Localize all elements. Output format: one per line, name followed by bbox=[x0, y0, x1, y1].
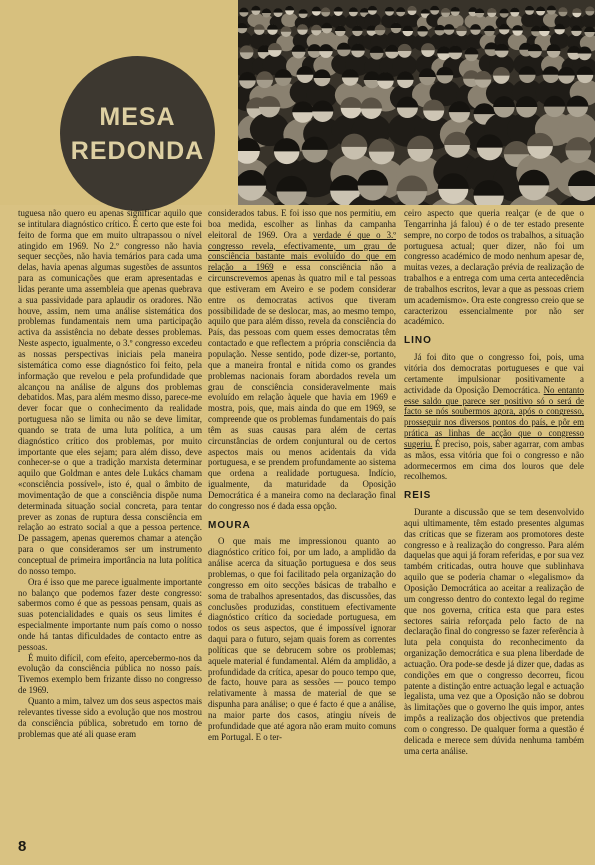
text-run: e essa consciência não a circunscrevemos apenas às quatro mil e tal pessoas que estiveram em Aveiro e se podem considerar entre os democratas activos que tiveram possibilidade de se deslocar, mas, ao mesmo tempo, aquilo que para além disso, revela da consciência do País, das pessoas com quem esses democratas têm contactado e que reflectem a própria consciência da população. Nesse sentido, pode dizer-se, portanto, que a maneira frontal e nítida como os grandes problemas nacionais foram abordados revela um grau de consciência consideravelmente mais evoluído em relação àquele que havia em 1969 e mostra, pois, que, mais ainda do que em 1969, se compreende que os problemas fundamentais do país têm as suas causas para além de certas circunstâncias de ordem conjuntural ou de certos aspectos mais ou menos acidentais da vida portuguesa, e se prendem profundamente ao sistema que ordena a realidade portuguesa. Indício, igualmente, da maturidade da Oposição Democrática é a maneira como na declaração final do congresso nos é dada essa opção. bbox=[208, 262, 396, 511]
text-run: É preciso, pois, saber agarrar, com ambas as mãos, essa vitória que foi o congresso e não adormecermos em cima dos louros que dele recolhemos. bbox=[404, 438, 584, 482]
mesa-redonda-badge bbox=[60, 56, 215, 211]
paragraph: tuguesa não quero eu apenas significar aquilo que se intitulara diagnóstico crítico. É certo que este foi feito de forma que em muito ultrapassou o nível atingido em 1969. No 2.º congresso não havia sequer secções, não havia temários para cada uma delas, havia apenas algumas sugestões de assuntos para as comunicações que eram apresentadas e lidas perante uma assembleia que apenas quebrava a sua passividade para aplaudir os oradores. Não houve, assim, nem uma análise sistemática dos problemas fundamentais nem uma participação activa da assistência no debate desses problemas. Neste aspecto, igualmente, o 3.º congresso excedeu as nossas perspectivas iniciais pela maneira sistemática como esse diagnóstico foi feito, pela informação que revelou e pela profundidade que alcançou na análise de alguns dos problemas debatidos. Mas, para além mesmo disso, parece-me dever focar que o conhecimento da realidade portuguesa não se limita ou não se deve limitar, quando se trata de uma luta política, a um diagnóstico crítico dos problemas, por muito importante que eles sejam; para além disso, deve conhecer-se o que a tradição marxista determinar aquilo que Goldman e antes dele Lukács chamam «consciência possível», isto é, qual o âmbito de movimentação de que a consciência dispõe numa determinada situação social concreta, para tentar prever as zonas de ruptura dessa consciência em relação ao estrato social a que a pessoa pertence. De passagem, apenas queremos chamar a atenção para o que consideramos ser um instrumento conceptual de primeira importância na luta política do nosso tempo. bbox=[18, 208, 202, 576]
paragraph: Ora é isso que me parece igualmente importante no balanço que podemos fazer deste congresso: sabermos como é que as pessoas pensam, quais as suas potencialidades e quais os seus limites é especialmente importante num país como o nosso onde há tantas dificuldades de contacto entre as pessoas. bbox=[18, 576, 202, 652]
paragraph: O que mais me impressionou quanto ao diagnóstico crítico foi, por um lado, a amplidão da análise acerca da situação portuguesa e dos seus problemas, o que foi facilitado pela organização do congresso em oito secções básicas de trabalho e soma de trabalhos apresentados, das discussões, das conclusões produzidas, constituem efectivamente diagnóstico crítico da sociedade portuguesa, em todos os seus aspectos, que é impossível ignorar daqui para o futuro, sejam quais forem as correntes políticas que se debrucem sobre os problemas; aquele material é fundamental. Além da amplidão, a profundidade da crítica, apesar do pouco tempo que, de facto, houve para as sessões — pouco tempo relativamente à massa de material de que se dispunha para análise; o que é facto é que a análise, na maior parte dos casos, atingiu níveis de profundidade que até agora não eram muito comuns em Portugal. E o ter- bbox=[208, 536, 396, 742]
text-column-3 bbox=[404, 208, 584, 757]
text-run: considerados tabus. E foi isso que nos permitiu, em boa medida, escolher as linhas da campanha eleitoral de 1969. Ora a bbox=[208, 208, 396, 240]
crowd-photo bbox=[238, 0, 595, 205]
section-heading-moura: MOURA bbox=[208, 519, 251, 531]
text-run: Já foi dito que o congresso foi, pois, uma vitória dos democratas portugueses e que vai certamente impulsionar positivamente a actividade da Oposição Democrática. bbox=[404, 352, 584, 395]
paragraph bbox=[208, 208, 396, 512]
badge-title-line2: REDONDA bbox=[70, 136, 205, 165]
page-number: 8 bbox=[18, 838, 27, 855]
text-column-1 bbox=[18, 208, 202, 739]
paragraph bbox=[404, 352, 584, 482]
paragraph: Durante a discussão que se tem desenvolvido aqui ultimamente, têm estado presentes algumas das críticas que se fizeram aos promotores deste congresso e à realização do congresso. Para além daquelas que aqui já foram referidas, e por sua vez também criticadas, outra houve que sublinhava aquilo que se poderia chamar o «legalismo» da Oposição Democrática ao aceitar a realização de um congresso dentro do contexto legal do regime que nos governa, crítica esta que para estes sectores sairia reforçada pelo facto de na declaração final do congresso se fazer referência à luta pela conquista do reconhecimento da organização democrática e sua plena liberdade de actuação. Ora pode-se desde já dizer que, dadas as condições em que o congresso decorreu, ficou patente a distinção entre actuação legal e actuação legalista, uma vez que a Oposição não se dobrou às limitações que o governo lhe quis impor, antes impôs a realização dos objectivos que pretendia com o congresso. De qualquer forma a questão é delicada e merece sem dúvida nenhuma também uma certa análise. bbox=[404, 507, 584, 756]
paragraph: É muito difícil, com efeito, apercebermo-nos da evolução da consciência pública no nosso país. Tivemos exemplo bem frizante disso no congresso de 1969. bbox=[18, 652, 202, 696]
paragraph: Quanto a mim, talvez um dos seus aspectos mais relevantes tivesse sido a evolução que nos mostrou da consciência pública, sobretudo em torno de problemas que até ali quase eram bbox=[18, 695, 202, 739]
section-heading-reis: REIS bbox=[404, 490, 432, 502]
badge-title-line1: MESA bbox=[99, 102, 176, 131]
paragraph: ceiro aspecto que queria realçar (e de que o Tengarrinha já falou) é o de ter estado presente sempre, no corpo de todos os trabalhos, a situação portuguesa actual; quer dizer, não foi um congresso académico de modo nenhum apesar de, muitas vezes, a declaração prévia de realização de trabalhos e a entrega com uma certa antecedência de trabalhos escritos, levar a que as pessoas criem um academismo». Ora este congresso creio que se caracterizou essencialmente por não ser académico. bbox=[404, 208, 584, 327]
crowd-photo-icon bbox=[238, 0, 595, 205]
section-heading-lino: LINO bbox=[404, 335, 432, 347]
underlined-passage: No entanto esse saldo que parece ser positivo só o será de facto se nós soubermos agora, após o congresso, prosseguir nos diversos pontos do país, e pôr em prática as linhas de acção que o congresso sugeriu. bbox=[404, 384, 584, 449]
text-column-2 bbox=[208, 208, 396, 743]
underlined-passage: verdade é que o 3.º congresso revela, efectivamente, um grau de consciência bastante mais evoluído do que em relação a 1969 bbox=[208, 229, 397, 273]
